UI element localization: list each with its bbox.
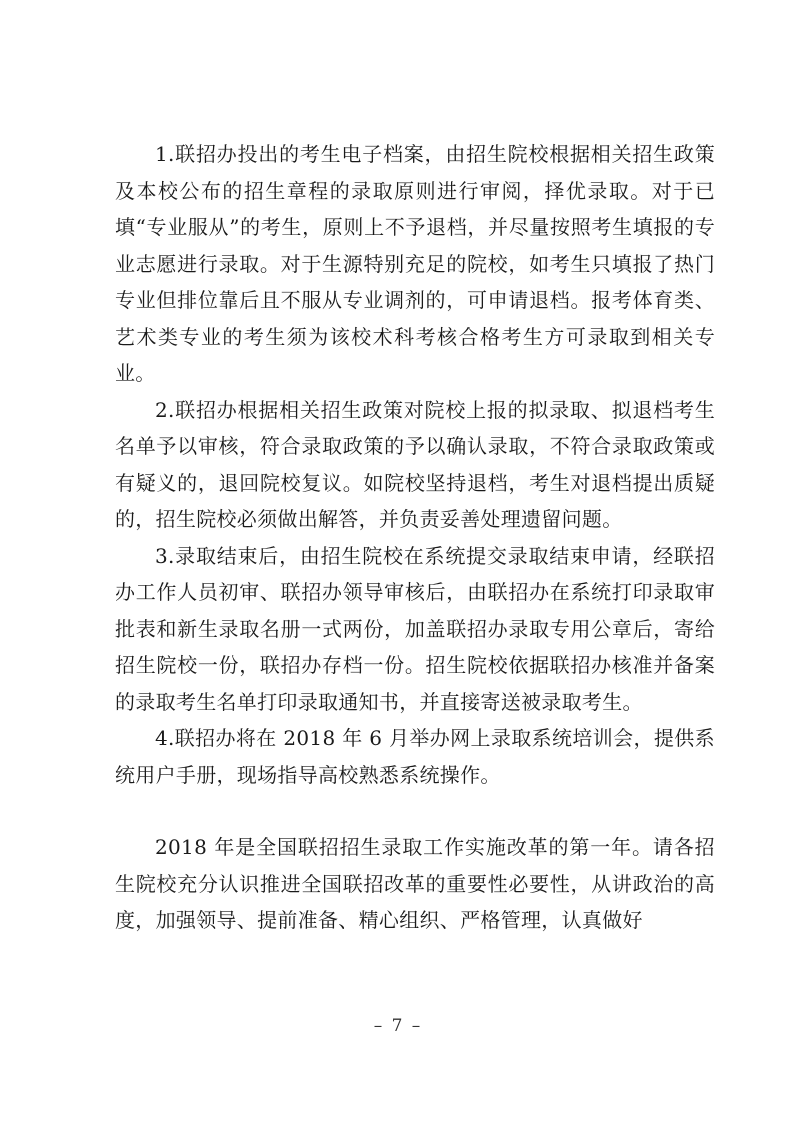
document-body — [115, 136, 715, 939]
page-number: – 7 – — [373, 1016, 423, 1036]
paragraph-2: 2.联招办根据相关招生政策对院校上报的拟录取、拟退档考生名单予以审核，符合录取政策的予以确认录取，不符合录取政策或有疑义的，退回院校复议。如院校坚持退档，考生对退档提出质疑的，招生院校必须做出解答，并负责妥善处理遗留问题。 — [115, 397, 715, 531]
paragraph-4: 4.联招办将在 2018 年 6 月举办网上录取系统培训会，提供系统用户手册，现场指导高校熟悉系统操作。 — [115, 726, 715, 787]
paragraph-5: 2018 年是全国联招招生录取工作实施改革的第一年。请各招生院校充分认识推进全国联招改革的重要性必要性，从讲政治的高度，加强领导、提前准备、精心组织、严格管理，认真做好 — [115, 835, 715, 932]
paragraph-3: 3.录取结束后，由招生院校在系统提交录取结束申请，经联招办工作人员初审、联招办领导审核后，由联招办在系统打印录取审批表和新生录取名册一式两份，加盖联招办录取专用公章后，寄给招生院校一份，联招办存档一份。招生院校依据联招办核准并备案的录取考生名单打印录取通知书，并直接寄送被录取考生。 — [115, 543, 715, 714]
paragraph-1: 1.联招办投出的考生电子档案，由招生院校根据相关招生政策及本校公布的招生章程的录取原则进行审阅，择优录取。对于已填“专业服从”的考生，原则上不予退档，并尽量按照考生填报的专业志愿进行录取。对于生源特别充足的院校，如考生只填报了热门专业但排位靠后且不服从专业调剂的，可申请退档。报考体育类、艺术类专业的考生须为该校术科考核合格考生方可录取到相关专业。 — [115, 142, 715, 385]
section-gap — [115, 793, 715, 829]
